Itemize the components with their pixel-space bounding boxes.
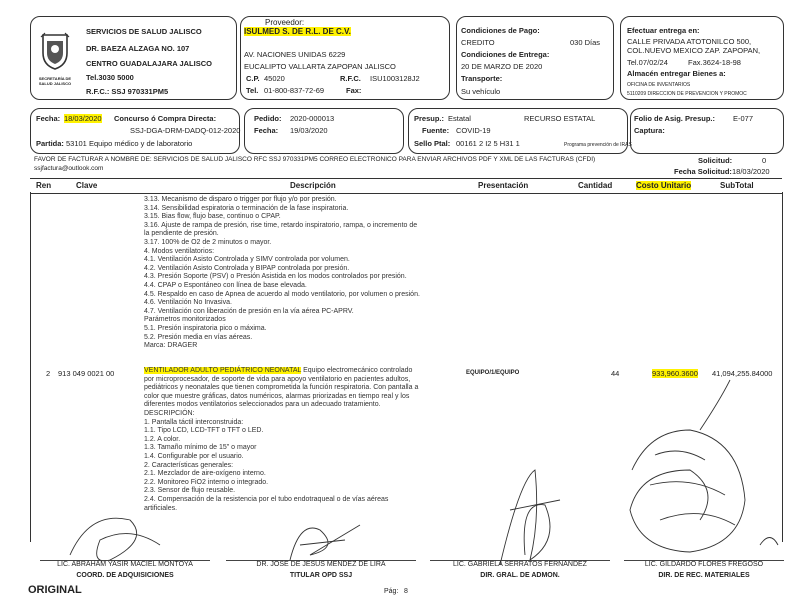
signature-name-4: LIC. GILDARDO FLORES FREGOSO	[644, 561, 764, 568]
solicitud-value: 0	[762, 156, 767, 165]
provider-name: ISULMED S. DE R.L. DE C.V.	[244, 27, 351, 36]
programa-value: Programa prevención de IRAS	[564, 142, 632, 148]
pedido-value: 2020-000013	[290, 114, 335, 123]
warehouse-label: Almacén entregar Bienes a:	[627, 69, 726, 78]
provider-cp: 45020	[264, 74, 285, 83]
col-subtotal: SubTotal	[720, 181, 754, 190]
item-clave: 913 049 0021 00	[58, 369, 115, 378]
description-line: 4.7. Ventilación con liberación de presión en la vía aérea PC-APRV.	[144, 307, 354, 315]
signature-name-3: LIC. GABRIELA SERRATOS FERNANDEZ	[453, 561, 587, 568]
provider-cp-label: C.P.	[246, 74, 260, 83]
recurso-value: RECURSO ESTATAL	[524, 114, 596, 123]
item-costo: 933,960.3600	[652, 369, 698, 378]
description-line: 4.1. Ventilación Asisto Controlada y SIMV controlada por volumen.	[144, 256, 350, 264]
item-cantidad: 44	[611, 369, 620, 378]
pedido-fecha-value: 19/03/2020	[290, 126, 328, 135]
delivery-addr1: CALLE PRIVADA ATOTONILCO 500,	[627, 37, 752, 46]
provider-label: Proveedor:	[265, 18, 305, 27]
billing-note: FAVOR DE FACTURAR A NOMBRE DE: SERVICIOS DE SALUD JALISCO RFC SSJ 970331PM5 CORREO ELECTRONICO PARA ENVIAR ARCHIVOS PDF Y XML DE LAS FACTURAS (CFDI)	[34, 156, 596, 163]
description-line: 1.4. Configurable por el usuario.	[144, 452, 244, 460]
description-line: 3.17. 100% de O2 de 2 minutos o mayor.	[144, 238, 272, 246]
fuente-label: Fuente:	[422, 126, 450, 135]
provider-city: EUCALIPTO VALLARTA ZAPOPAN JALISCO	[244, 62, 396, 71]
description-line: Marca: DRAGER	[144, 342, 198, 350]
fecha-label: Fecha:	[36, 114, 61, 123]
signature-title-1: COORD. DE ADQUISICIONES	[76, 572, 174, 579]
payment-value: CREDITO	[461, 38, 495, 47]
description-line: color que muestre gráficas, datos numéricos, alarmas priorizadas en tiempo real y los	[144, 392, 410, 400]
description-line: por microprocesador, de soporte de vida para apoyo ventilatorio en pacientes adultos,	[144, 375, 411, 383]
description-line: 3.14. Sensibilidad espiratoria o terminación de la fase inspiratoria.	[144, 204, 349, 212]
description-line: pediátricos y neonatales que tienen comprometida la función respiratoria. Con pantalla a	[144, 384, 419, 392]
logo-text: SECRETARÍA DE SALUD JALISCO	[38, 76, 72, 86]
provider-address: AV. NACIONES UNIDAS 6229	[244, 50, 346, 59]
description-line: Parámetros monitorizados	[144, 316, 226, 324]
captura-label: Captura:	[634, 126, 665, 135]
item-subtotal: 41,094,255.84000	[712, 369, 773, 378]
partida-label: Partida:	[36, 139, 64, 148]
delivery-conditions: 20 DE MARZO DE 2020	[461, 62, 543, 71]
fuente-value: COVID-19	[456, 126, 491, 135]
concurso-value: SSJ-DGA-DRM-DADQ-012-2020	[130, 126, 241, 135]
col-presentacion: Presentación	[478, 181, 529, 190]
col-cantidad: Cantidad	[578, 181, 613, 190]
billing-email: ssjfactura@outlook.com	[34, 165, 104, 172]
description-line: la pendiente de presión.	[144, 230, 219, 238]
description-line: DESCRIPCIÓN:	[144, 409, 195, 417]
description-line: 3.16. Ajuste de rampa de presión, rise time, retardo inspiratorio, rampa, o incremento de	[144, 221, 418, 229]
description-line: artificiales.	[144, 504, 178, 512]
description-line: 1.3. Tamaño mínimo de 15" o mayor	[144, 444, 257, 452]
description-line: 4.2. Ventilación Asisto Controlada y BIPAP controlada por presión.	[144, 264, 350, 272]
payment-days: 030 Días	[570, 38, 601, 47]
signature-name-2: DR. JOSE DE JESUS MENDEZ DE LIRA	[256, 561, 386, 568]
original-label: ORIGINAL	[28, 584, 82, 596]
partida-value: 53101 Equipo médico y de laboratorio	[66, 139, 193, 148]
description-line: 5.1. Presión inspiratoria pico o máxima.	[144, 324, 267, 332]
description-line: 4.3. Presión Soporte (PSV) o Presión Asistida en los modos controlados por presión.	[144, 273, 407, 281]
folio-label: Folio de Asig. Presup.:	[634, 114, 715, 123]
delivery-addr2: COL.NUEVO MEXICO ZAP. ZAPOPAN,	[627, 46, 761, 55]
page-label: Pág:	[384, 588, 399, 595]
concurso-label: Concurso ó Compra Directa:	[114, 114, 217, 123]
transport-label: Transporte:	[461, 74, 503, 83]
presup-value: Estatal	[448, 114, 471, 123]
fecha-value: 18/03/2020	[64, 114, 102, 123]
solicitud-label: Solicitud:	[698, 156, 733, 165]
description-line: diferentes modos ventilatorios seleccionados para un adecuado tratamiento.	[144, 401, 381, 409]
description-line: 1. Pantalla táctil interconstruida:	[144, 418, 244, 426]
pedido-fecha-label: Fecha:	[254, 126, 279, 135]
warehouse1: OFICINA DE INVENTARIOS	[627, 82, 691, 88]
signature-title-4: DIR. DE REC. MATERIALES	[658, 572, 750, 579]
fecha-solicitud-label: Fecha Solicitud:	[674, 167, 732, 176]
issuer-rfc: R.F.C.: SSJ 970331PM5	[86, 87, 169, 96]
provider-rfc-label: R.F.C.	[340, 74, 361, 83]
description-line: 4.6. Ventilación No Invasiva.	[144, 299, 232, 307]
delivery-label: Efectuar entrega en:	[627, 26, 700, 35]
issuer-address2: CENTRO GUADALAJARA JALISCO	[86, 59, 212, 68]
item-desc-first: Equipo electromecánico controlado	[301, 367, 413, 374]
description-line: 1.1. Tipo LCD, LCD-TFT o TFT o LED.	[144, 427, 264, 435]
col-clave: Clave	[76, 181, 98, 190]
item-ren: 2	[46, 369, 51, 378]
warehouse2: 5110209 DIRECCION DE PREVENCION Y PROMOC	[627, 91, 747, 97]
delivery-fax: Fax.3624-18-98	[688, 58, 741, 67]
page-number: 8	[404, 588, 408, 595]
folio-value: E-077	[733, 114, 754, 123]
signature-name-1: LIC. ABRAHAM YASIR MACIEL MONTOYA	[57, 561, 193, 568]
delivery-conditions-label: Condiciones de Entrega:	[461, 50, 550, 59]
description-line: 3.15. Bias flow, flujo base, continuo o CPAP.	[144, 213, 281, 221]
description-line: 4. Modos ventilatorios:	[144, 247, 215, 255]
description-line: 1.2. A color.	[144, 435, 181, 443]
description-line: 2.3. Sensor de flujo reusable.	[144, 487, 236, 495]
description-line: 2.4. Compensación de la resistencia por el tubo endotraqueal o de vías aéreas	[144, 495, 389, 503]
signature-title-2: TITULAR OPD SSJ	[289, 572, 353, 579]
description-line: 5.2. Presión media en vías aéreas.	[144, 333, 253, 341]
payment-label: Condiciones de Pago:	[461, 26, 540, 35]
col-costo-unitario: Costo Unitario	[636, 181, 692, 190]
sello-value: 00161 2 I2 5 H31 1	[456, 139, 520, 148]
description-line: 2.1. Mezclador de aire-oxígeno interno.	[144, 470, 266, 478]
description-line: 2.2. Monitoreo FiO2 interno o integrado.	[144, 478, 269, 486]
issuer-name: SERVICIOS DE SALUD JALISCO	[86, 27, 202, 36]
description-line: 3.13. Mecanismo de disparo o trigger por flujo y/o por presión.	[144, 196, 337, 203]
description-line: 2. Características generales:	[144, 461, 234, 469]
item-presentacion: EQUIPO/1/EQUIPO	[466, 370, 520, 376]
signature-title-3: DIR. GRAL. DE ADMON.	[480, 572, 560, 579]
transport-value: Su vehículo	[461, 87, 501, 96]
description-line: 4.4. CPAP o Espontáneo con línea de base elevada.	[144, 281, 307, 289]
sello-label: Sello Ptal:	[414, 139, 451, 148]
description-line: 4.5. Respaldo en caso de Apnea de acuerdo al modo ventilatorio, por volumen o presión.	[144, 290, 420, 298]
provider-tel-label: Tel.	[246, 86, 259, 95]
pedido-label: Pedido:	[254, 114, 282, 123]
col-ren: Ren	[36, 181, 52, 190]
fecha-solicitud-value: 18/03/2020	[732, 167, 770, 176]
item-title: VENTILADOR ADULTO PEDIÁTRICO NEONATAL	[144, 367, 302, 374]
provider-tel: 01-800-837-72-69	[264, 86, 325, 95]
provider-rfc: ISU1003128J2	[370, 74, 420, 83]
presup-label: Presup.:	[414, 114, 445, 123]
col-descripcion: Descripción	[290, 181, 336, 190]
provider-fax-label: Fax:	[346, 86, 362, 95]
issuer-phone: Tel.3030 5000	[86, 73, 134, 82]
issuer-address1: DR. BAEZA ALZAGA NO. 107	[86, 44, 190, 53]
delivery-phone: Tel.07/02/24	[627, 58, 668, 67]
